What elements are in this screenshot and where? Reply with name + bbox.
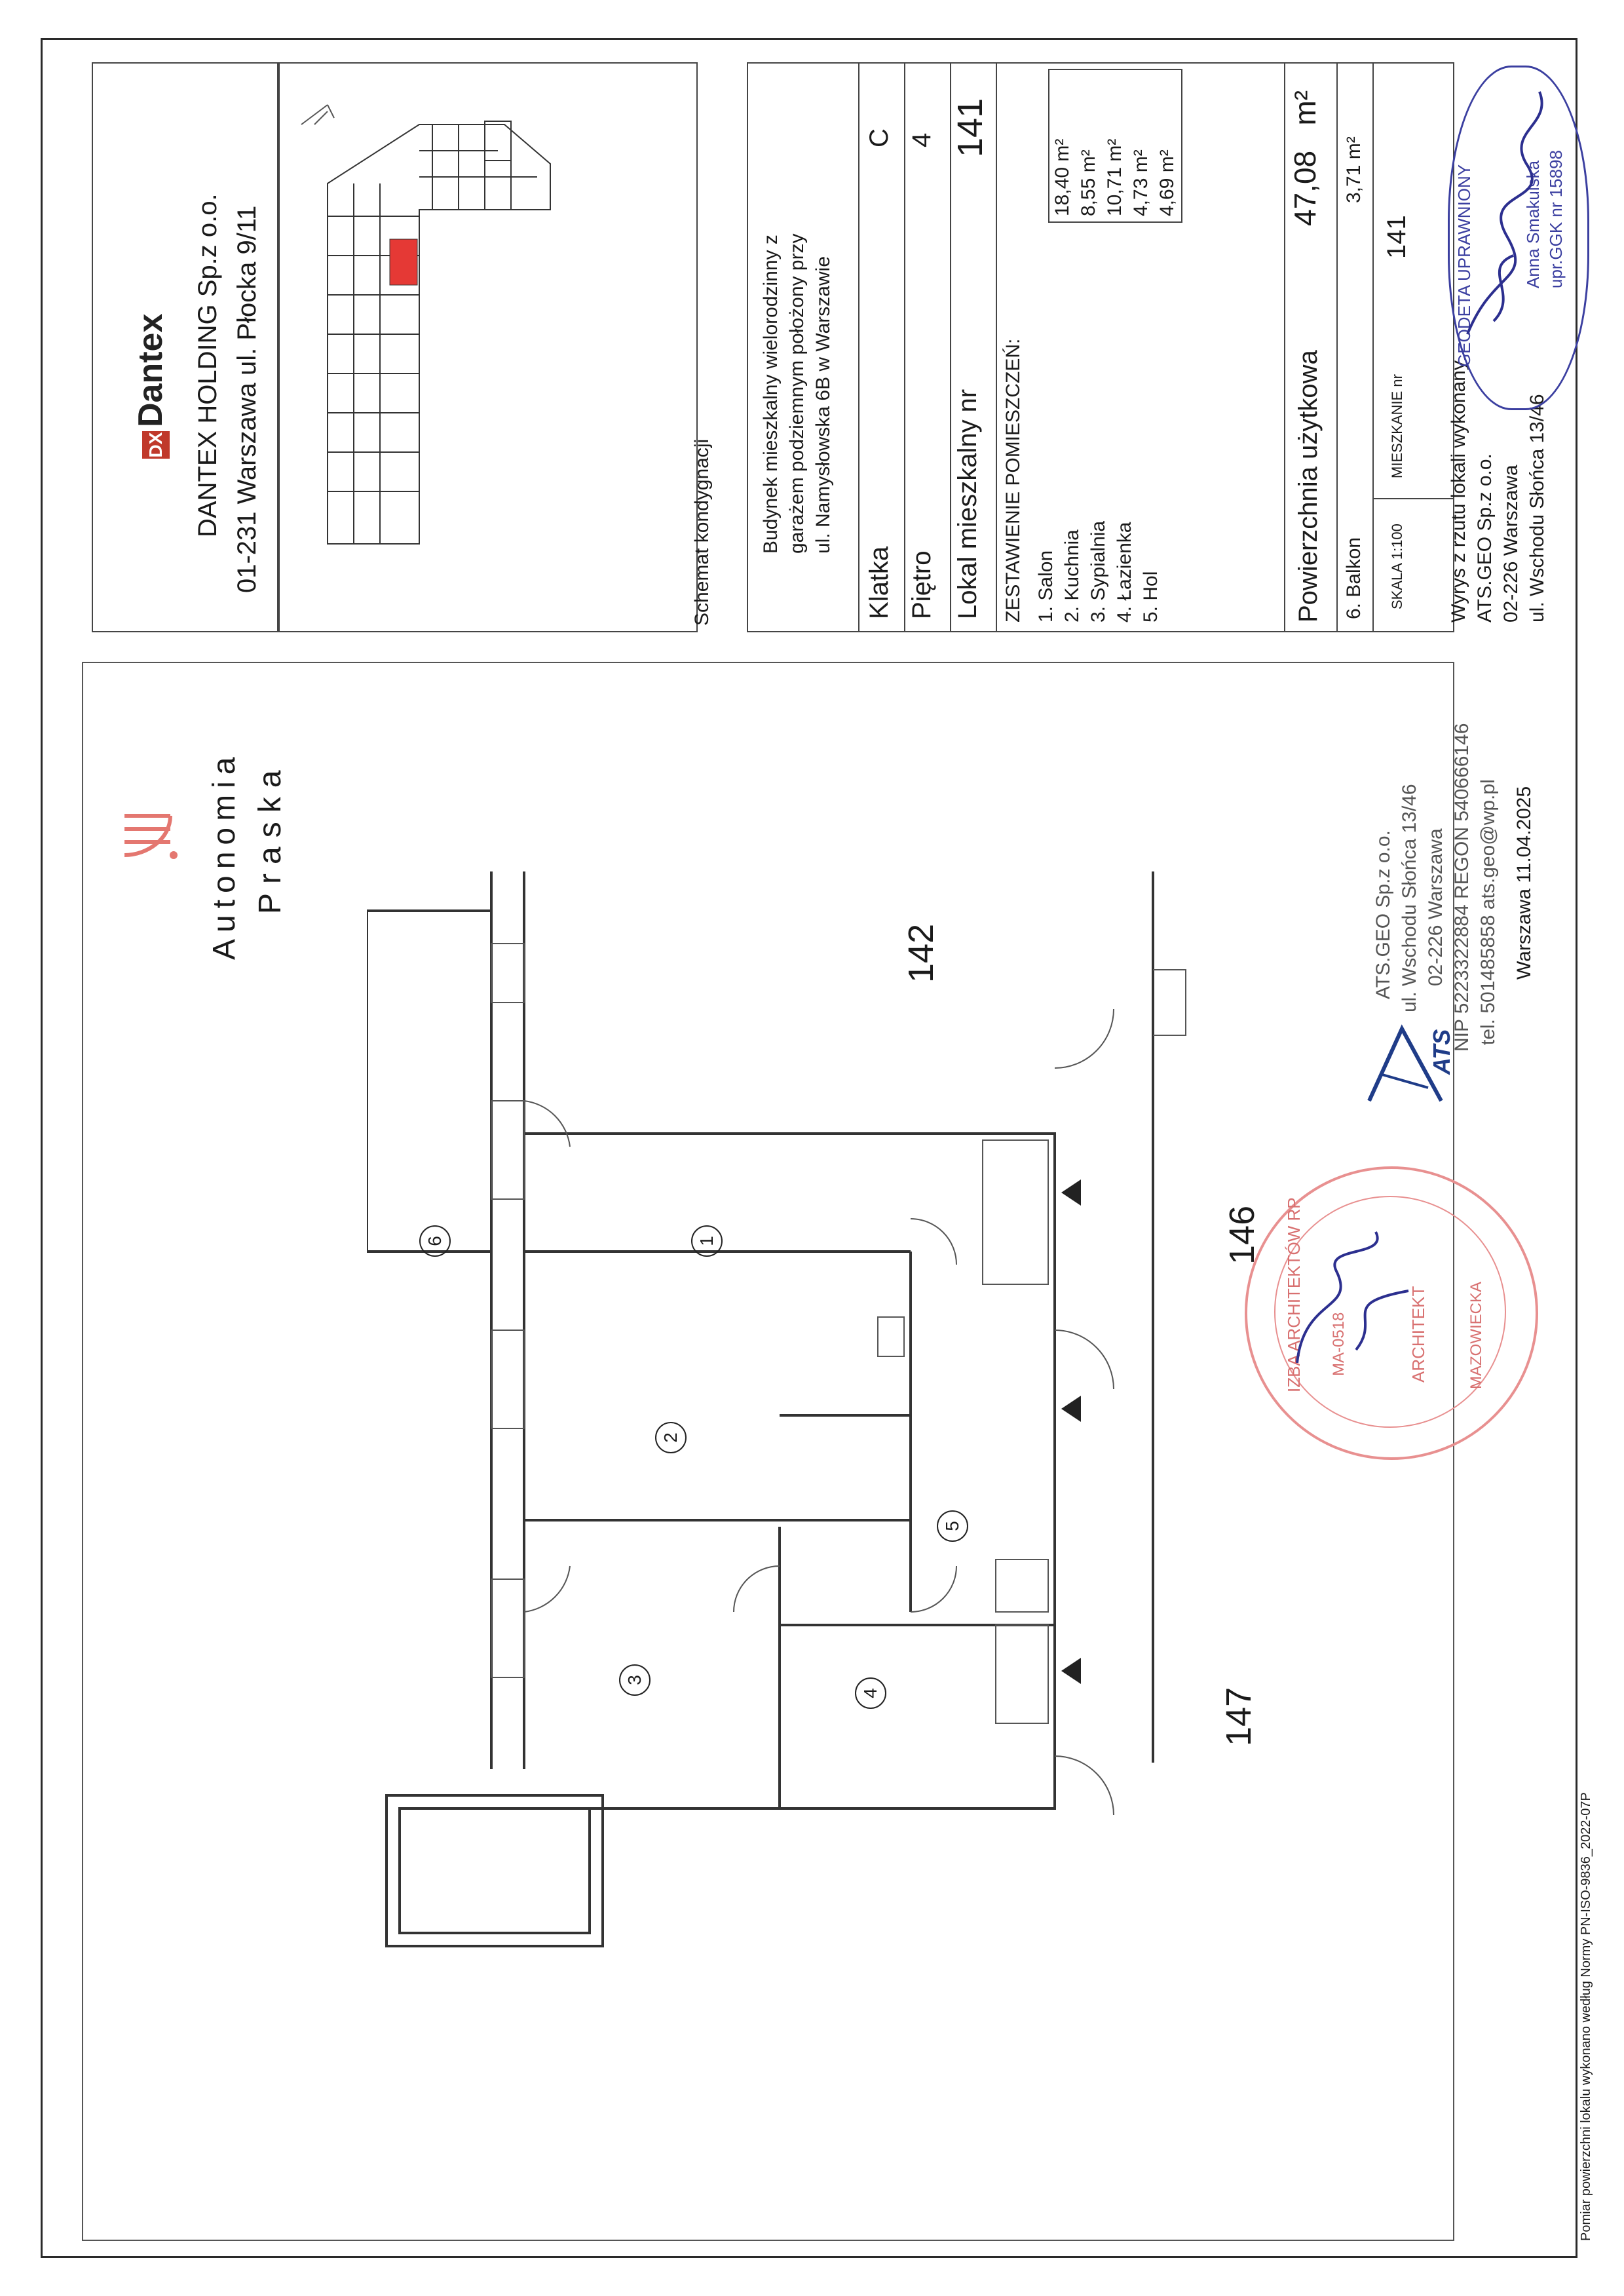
room-name: Salon bbox=[1035, 550, 1057, 601]
room-name: Hol bbox=[1140, 571, 1161, 601]
klatka-value: C bbox=[865, 128, 894, 147]
building-description-1: Budynek mieszkalny wielorodzinny z bbox=[760, 235, 782, 554]
surveyor-line-1: Wyrys z rzutu lokali wykonany bbox=[1448, 360, 1469, 622]
autonomia-logo-icon bbox=[111, 803, 183, 875]
ats-line-3: 02-226 Warszawa bbox=[1425, 828, 1446, 986]
ats-line-2: ul. Wschodu Słońca 13/46 bbox=[1399, 784, 1420, 1012]
apartment-label: MIESZKANIE nr bbox=[1389, 374, 1405, 478]
room-name: Sypialnia bbox=[1087, 520, 1109, 601]
surveyor-stamp-text: GEODETA UPRAWNIONY bbox=[1454, 164, 1474, 367]
room-row-2 bbox=[1061, 529, 1084, 622]
ats-logo-text: ATS bbox=[1428, 1029, 1455, 1075]
project-name-line-1: Autonomia bbox=[207, 750, 242, 960]
ats-line-5: tel. 501485858 ats.geo@wp.pl bbox=[1477, 779, 1499, 1045]
surveyor-line-3: 02-226 Warszawa bbox=[1500, 465, 1522, 622]
project-name-line-2: Praska bbox=[253, 761, 288, 914]
neighbor-unit-147: 147 bbox=[1219, 1687, 1258, 1746]
room-number-5: 5 bbox=[937, 1510, 968, 1542]
room-row-3 bbox=[1087, 521, 1110, 622]
room-area-3: 10,71 m² bbox=[1104, 138, 1125, 216]
room-row-4 bbox=[1114, 522, 1136, 622]
room-number-6: 6 bbox=[419, 1225, 451, 1257]
room-area-4: 4,73 m² bbox=[1130, 149, 1152, 216]
apartment-value: 141 bbox=[1382, 215, 1411, 259]
usable-area-value bbox=[1287, 90, 1323, 226]
balcony-label: 6. Balkon bbox=[1343, 537, 1365, 619]
room-no: 5. bbox=[1140, 605, 1161, 622]
divider bbox=[1372, 62, 1374, 632]
balcony-value: 3,71 m² bbox=[1343, 136, 1365, 203]
usable-area-label: Powierzchnia użytkowa bbox=[1294, 350, 1323, 622]
room-area-1: 18,40 m² bbox=[1051, 138, 1073, 216]
lokal-label: Lokal mieszkalny nr bbox=[953, 389, 982, 619]
architect-stamp-region: MAZOWIECKA bbox=[1467, 1281, 1485, 1389]
developer-company: DANTEX HOLDING Sp.z o.o. bbox=[193, 193, 222, 537]
schema-caption: Schemat kondygnacji bbox=[691, 438, 713, 626]
surveyor-line-2: ATS.GEO Sp.z o.o. bbox=[1474, 453, 1496, 622]
room-row-5 bbox=[1140, 571, 1162, 622]
neighbor-unit-142: 142 bbox=[901, 923, 941, 983]
building-schema bbox=[288, 85, 681, 590]
room-no: 4. bbox=[1114, 605, 1135, 622]
surveyor-stamp-name: Anna Smakulska bbox=[1523, 160, 1543, 288]
room-name: Kuchnia bbox=[1061, 529, 1083, 601]
lokal-value: 141 bbox=[951, 98, 990, 157]
room-area-2: 8,55 m² bbox=[1078, 149, 1099, 216]
highlighted-unit bbox=[390, 239, 417, 285]
ats-line-1: ATS.GEO Sp.z o.o. bbox=[1372, 830, 1394, 999]
surveyor-stamp-number: upr.GGK nr 15898 bbox=[1546, 149, 1566, 288]
pietro-value: 4 bbox=[907, 132, 936, 147]
room-area-5: 4,69 m² bbox=[1156, 149, 1178, 216]
rooms-heading: ZESTAWIENIE POMIESZCZEŃ: bbox=[1002, 338, 1024, 622]
room-number-1: 1 bbox=[691, 1225, 723, 1257]
room-no: 1. bbox=[1035, 605, 1057, 622]
room-number-3: 3 bbox=[619, 1664, 651, 1696]
divider bbox=[858, 62, 859, 632]
klatka-label: Klatka bbox=[865, 546, 894, 619]
divider bbox=[1336, 62, 1338, 632]
room-number-4: 4 bbox=[855, 1677, 886, 1709]
dantex-logo-mark: DX bbox=[142, 431, 170, 459]
footer-norm: Pomiar powierzchni lokalu wykonano według Normy PN-ISO-9836_2022-07P bbox=[1579, 1792, 1593, 2241]
ats-line-4: NIP 5223322884 REGON 540666146 bbox=[1451, 723, 1473, 1052]
building-description-3: ul. Namysłowska 6B w Warszawie bbox=[812, 256, 834, 554]
architect-stamp-number: MA-0518 bbox=[1330, 1312, 1348, 1376]
developer-address: 01-231 Warszawa ul. Płocka 9/11 bbox=[233, 205, 261, 593]
room-number-2: 2 bbox=[655, 1422, 687, 1453]
architect-stamp-title: ARCHITEKT bbox=[1408, 1286, 1428, 1383]
surveyor-line-4: ul. Wschodu Słońca 13/46 bbox=[1526, 394, 1548, 622]
scale-label: SKALA 1:100 bbox=[1389, 524, 1405, 609]
room-row-1 bbox=[1035, 550, 1057, 622]
room-name: Łazienka bbox=[1114, 522, 1135, 601]
usable-area-number: 47,08 bbox=[1288, 150, 1322, 226]
architect-signature bbox=[1277, 1219, 1448, 1383]
divider bbox=[904, 62, 905, 632]
architect-stamp-ring: IZBA ARCHITEKTÓW RP bbox=[1284, 1197, 1304, 1392]
divider bbox=[996, 62, 997, 632]
divider bbox=[1372, 498, 1454, 499]
pietro-label: Piętro bbox=[907, 550, 936, 619]
building-description-2: garażem podziemnym położony przy bbox=[786, 233, 808, 554]
surveyor-signature bbox=[1454, 72, 1566, 347]
ats-date: Warszawa 11.04.2025 bbox=[1513, 786, 1535, 980]
room-no: 2. bbox=[1061, 605, 1083, 622]
floorplan-drawing bbox=[367, 871, 1336, 1953]
room-no: 3. bbox=[1087, 605, 1109, 622]
neighbor-unit-146: 146 bbox=[1222, 1205, 1262, 1265]
dantex-logo bbox=[131, 314, 170, 459]
usable-area-unit: m² bbox=[1288, 90, 1322, 126]
divider bbox=[1284, 62, 1285, 632]
dantex-brand: Dantex bbox=[132, 313, 170, 427]
